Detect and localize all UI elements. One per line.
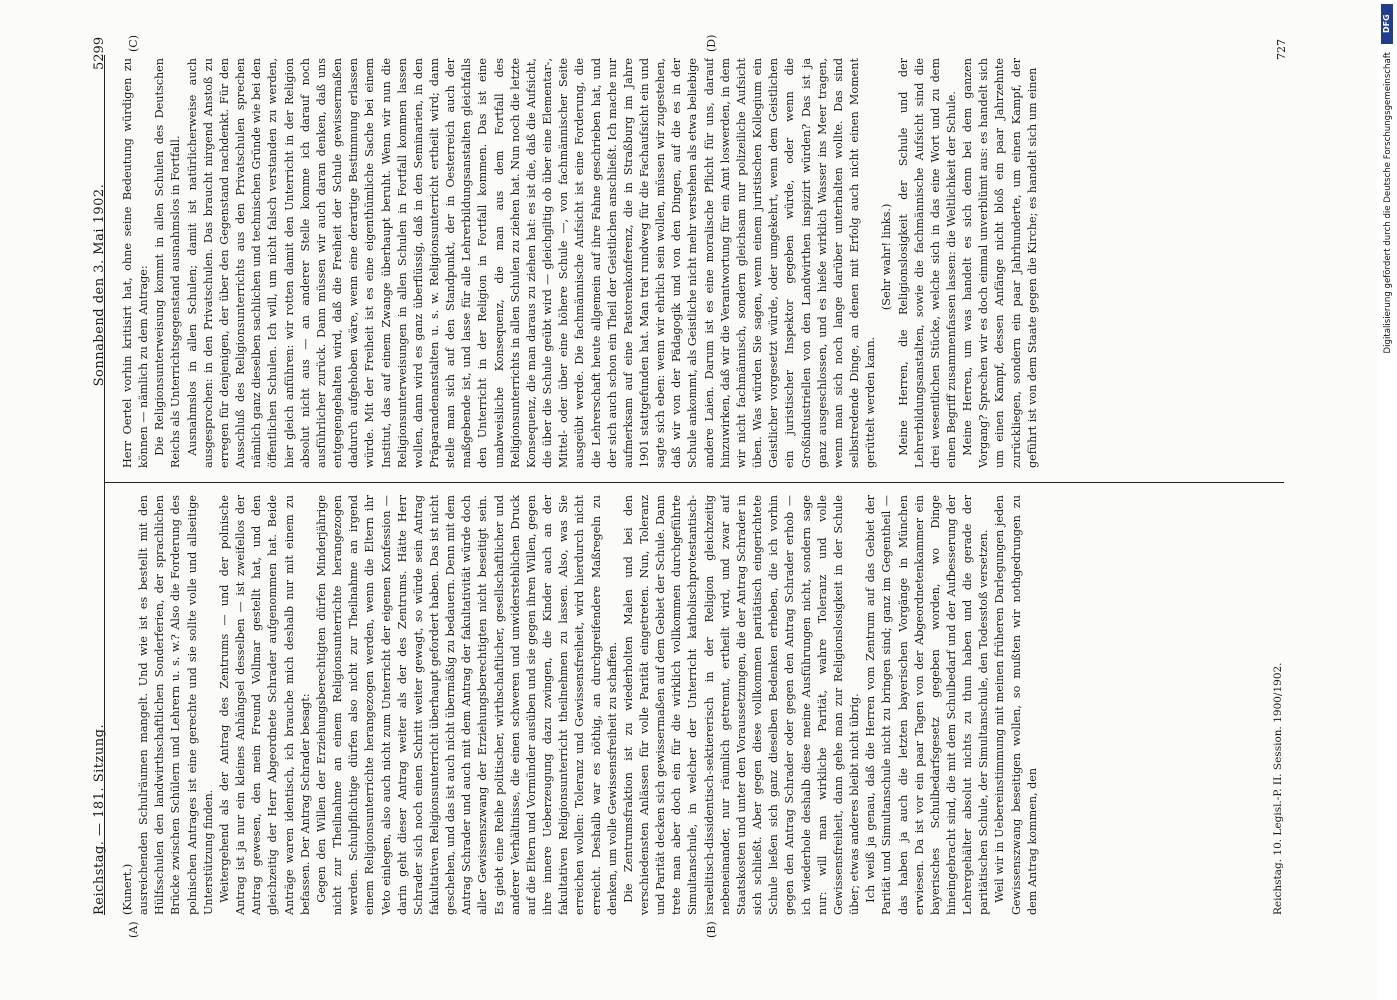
page-sign: 727 <box>1275 39 1288 60</box>
page-footer: Reichstag. 10. Legisl.-P. II. Session. 1900/1902. <box>1272 662 1284 915</box>
paragraph: Gegen den Willen der Erziehungsberechtigten dürfen Minderjährige nicht zur Theilnahme an einem Religionsunterrichte herangezogen werden. Schulpflichtige dürfen also nicht zur Theilnahme an irgend einem Religionsunterrichte herangezogen werden, wenn die Eltern ihr Veto einlegen, also auch nicht zum Unterricht der eigenen Konfession — darin geht dieser Antrag weiter als der des Zentrums. Hätte Herr Schrader sich noch einen Schritt weiter gewagt, so würde sein Antrag fakultativen Religionsunterricht überhaupt gefordert haben. Das ist nicht geschehen, und das ist auch nicht übermäßig zu bedauern. Denn mit dem Antrag Schrader und auch mit dem Antrag der fakultativität würde doch aller Gewissenszwang der Erziehungsberechtigten nicht beseitigt sein. Es giebt eine Reihe politischer, wirthschaftlicher, gesellschaftlicher und anderer Verhältnisse, die einen schweren und unwiderstehlichen Druck auf die Eltern und Vormünder ausüben und sie gegen ihren Willen, gegen ihre innere Ueberzeugung dazu zwingen, die Kinder auch an der fakultativen Religionsunterricht theilnehmen zu lassen. Also, was Sie erreichen wollen: Toleranz und Gewissensfreiheit, wird hierdurch nicht erreicht. Deshalb war es nöthig, an durchgreifendere Maßregeln zu denken, um volle Gewissensfreiheit zu schaffen. <box>314 495 619 915</box>
dfg-logo: DFG <box>1381 4 1393 44</box>
page-number: 5299 <box>92 36 107 70</box>
margin-marker-b: (B) <box>705 921 718 938</box>
paragraph: Ausnahmslos in allen Schulen; damit ist natürlicherweise auch ausgesprochen: in den Privatschulen. Das braucht nirgend Anstoß zu erregen für denjenigen, der über den Gegenstand nachdenkt. Für den Ausschluß des Religionsunterrichts aus den Privatschulen sprechen nämlich ganz dieselben sachlichen und technischen Gründe wie bei den öffentlichen Schulen. Ich will, um nicht falsch verstanden zu werden, hier gleich anführen: wir rotten damit den Unterricht in der Religion absolut nicht aus — an anderer Stelle komme ich darauf noch ausführlicher zurück. Dann müssen wir auch daran denken, daß uns entgegengehalten wird, daß die Freiheit der Schule gewissermaßen dadurch aufgehoben wäre, wenn eine derartige Bestimmung erlassen würde. Mit der Freiheit ist es eine eigenthümliche Sache bei einem Institut, das auf einem Zwange überhaupt beruht. Wenn wir nun die Religionsunterweisungen in allen Schulen in Fortfall kommen lassen wollen, dann wird es ganz überflüssig, daß in den Seminarien, in den Präparandenanstalten u. s. w. Religionsunterricht ertheilt wird; dann stelle man sich auf den Standpunkt, der in Oesterreich auch der maßgebende ist, und lasse für alle Lehrerbildungsanstalten gleichfalls den Unterricht in der Religion in Fortfall kommen. Das ist eine unabweisliche Konsequenz, die man aus dem Fortfall des Religionsunterrichts in allen Schulen zu ziehen hat. Nun noch die letzte Konsequenz, die man daraus zu ziehen hat: es ist die, daß die Aufsicht, die über die Schule geübt wird — gleichgiltig ob über eine Elementar-, Mittel- oder über eine höhere Schule —, von fachmännischer Seite ausgeübt werde. Die fachmännische Aufsicht ist eine Forderung, die die Lehrerschaft heute allgemein auf ihre Fahne geschrieben hat, und der sich auch schon ein Theil der Geistlichen anschließt. Ich mache nur aufmerksam auf eine Pastorenkonferenz, die in Straßburg im Jahre 1901 stattgefunden hat. Man trat rundweg für die Fachaufsicht ein und sagte sich eben: wenn wir ehrlich sein wollen, müssen wir zugestehen, daß wir von der Pädagogik und von den Dingen, auf die es in der Schule ankommt, als Geistliche nicht mehr verstehen als etwa beliebige andere Laien. Darum ist es eine moralische Pflicht für uns, darauf hinzuwirken, daß wir die Verantwortung für ein Amt loswerden, in dem wir nicht fachmännisch, sondern gleichsam nur polizeiliche Aufsicht üben. Was würden Sie sagen, wenn einem juristischen Kollegium ein Geistlicher vorgesetzt würde, oder umgekehrt, wenn dem Geistlichen ein juristischer Inspektor gegeben würde, oder wenn die Großindustriellen von den Landwirthen inspizirt würden? Das ist ja ganz ausgeschlossen, und es hieße wirklich Wasser ins Meer tragen, wenn man sich noch lange darüber unterhalten wollte. Das sind selbstredende Dinge, an denen mit Erfolg auch nicht einen Moment gerüttelt werden kann. <box>185 58 878 468</box>
margin-marker-c: (C) <box>127 35 140 52</box>
paragraph: Meine Herren, um was handelt es sich denn bei dem ganzen Vorgang? Sprechen wir es doch einmal unverblümt aus: es handelt sich um einen Kampf, dessen Anfänge nicht bloß ein paar Jahrzehnte zurückliegen, sondern ein paar Jahrhunderte, um einen Kampf, der geführt ist von dem Staate gegen die Kirche; es handelt sich um einen <box>961 58 1039 468</box>
left-column <box>120 495 1270 915</box>
paragraph: Die Zentrumsfraktion ist zu wiederholten Malen und bei den verschiedensten Anlässen für volle Parität eingetreten. Nun, Toleranz und Parität decken sich gewissermaßen auf dem Gebiet der Schule. Dann trete man aber doch ein für die wirklich vollkommen durchgeführte Simultanschule, in welcher der Unterricht katholischprotestantisch-israelitisch-dissidentisch-sektiererisch in der Religion gleichzeitig nebeneinander, nur räumlich getrennt, ertheilt wird, und zwar auf Staatskosten und unter den Voraussetzungen, die der Antrag Schrader in sich schließt. Aber gegen diese vollkommen paritätisch eingerichtete Schule ließen sich ganz dieselben Bedenken erheben, die ich vorhin gegen den Antrag Schrader oder gegen den Antrag Schrader erhob — ich wiederhole deshalb diese meine Ausführungen nicht, sondern sage nur: will man wirkliche Parität, wahre Toleranz und volle Gewissensfreiheit, dann gehe man zur Religionslosigkeit in der Schule über; etwas anderes bleibt nicht übrig. <box>621 495 862 915</box>
right-column <box>120 58 1305 468</box>
paragraph: Meine Herren, die Religionslosigkeit der Schule und der Lehrerbildungsanstalten, sowie die fachmännische Aufsicht sind die drei wesentlichen Stücke, welche sich in das eine Wort und zu dem einen Begriff zusammenfassen lassen: die Weltlichkeit der Schule. <box>896 58 958 468</box>
margin-marker-a: (A) <box>127 921 140 938</box>
paragraph: Weil wir in Uebereinstimmung mit meinen früheren Darlegungen jeden Gewissenszwang beseitigen wollen, so mußten wir nothgedrungen zu dem Antrag kommen, den <box>993 495 1039 915</box>
speaker-tag: (Kunert.) <box>121 863 134 915</box>
quoted-motion: Die Religionsunterweisung kommt in allen Schulen des Deutschen Reichs als Unterrichtsgegenstand ausnahmslos in Fortfall. <box>153 58 183 468</box>
digitization-sidebar <box>1377 0 1397 1000</box>
paragraph: Herr Oertel vorhin kritisirt hat, ohne seine Bedeutung würdigen zu können — nämlich zu dem Antrage: <box>121 58 151 468</box>
paragraph: ausreichenden Schulräumen mangelt. Und wie ist es bestellt mit den Hülfsschulen den landwirthschaftlichen Sonderferien, der sprachlichen Brücke zwischen Schülern und Lehrern u. s. w.? Also die Forderung des polnischen Antrages ist eine gerechte und sie sollte volle und allseitige Unterstützung finden. <box>137 495 215 915</box>
paragraph: Ich weiß ja genau, daß die Herren vom Zentrum auf das Gebiet der Parität und Simultanschule nicht zu bringen sind; ganz im Gegentheil — das haben ja auch die letzten bayerischen Vorgänge in München erwiesen. Da ist vor ein paar Tagen von der Abgeordnetenkammer ein bayerisches Schulbedarfsgesetz gegeben worden, wo Dinge hineingebracht sind, die mit dem Schulbedarf und der Aufbesserung der Lehrergehälter absolut nichts zu thun haben und die gerade der paritätischen Schule, der Simultanschule, den Todesstoß versetzen. <box>864 495 991 915</box>
header-rule <box>104 55 105 915</box>
interjection: (Sehr wahr! links.) <box>880 203 894 311</box>
margin-marker-d: (D) <box>705 34 718 52</box>
running-head-left: Reichstag. — 181. Sitzung. <box>92 723 107 915</box>
running-head-right: Sonnabend den 3. Mai 1902. <box>92 183 107 387</box>
column-rule <box>104 482 1284 483</box>
paragraph: Weitergehend als der Antrag des Zentrums — und der polnische Antrag ist ja nur ein kleines Anhängsel desselben — ist zweifellos der Antrag gewesen, den mein Freund Vollmar gestellt hat, und den gleichzeitig der Herr Abgeordnete Schrader aufgenommen hat. Beide Anträge waren identisch, ich brauche mich deshalb nur mit einem zu befassen. Der Antrag Schrader besagt: <box>217 495 312 915</box>
funding-note: Digitalisierung gefördert durch die Deutsche Forschungsgemeinschaft <box>1383 52 1393 354</box>
